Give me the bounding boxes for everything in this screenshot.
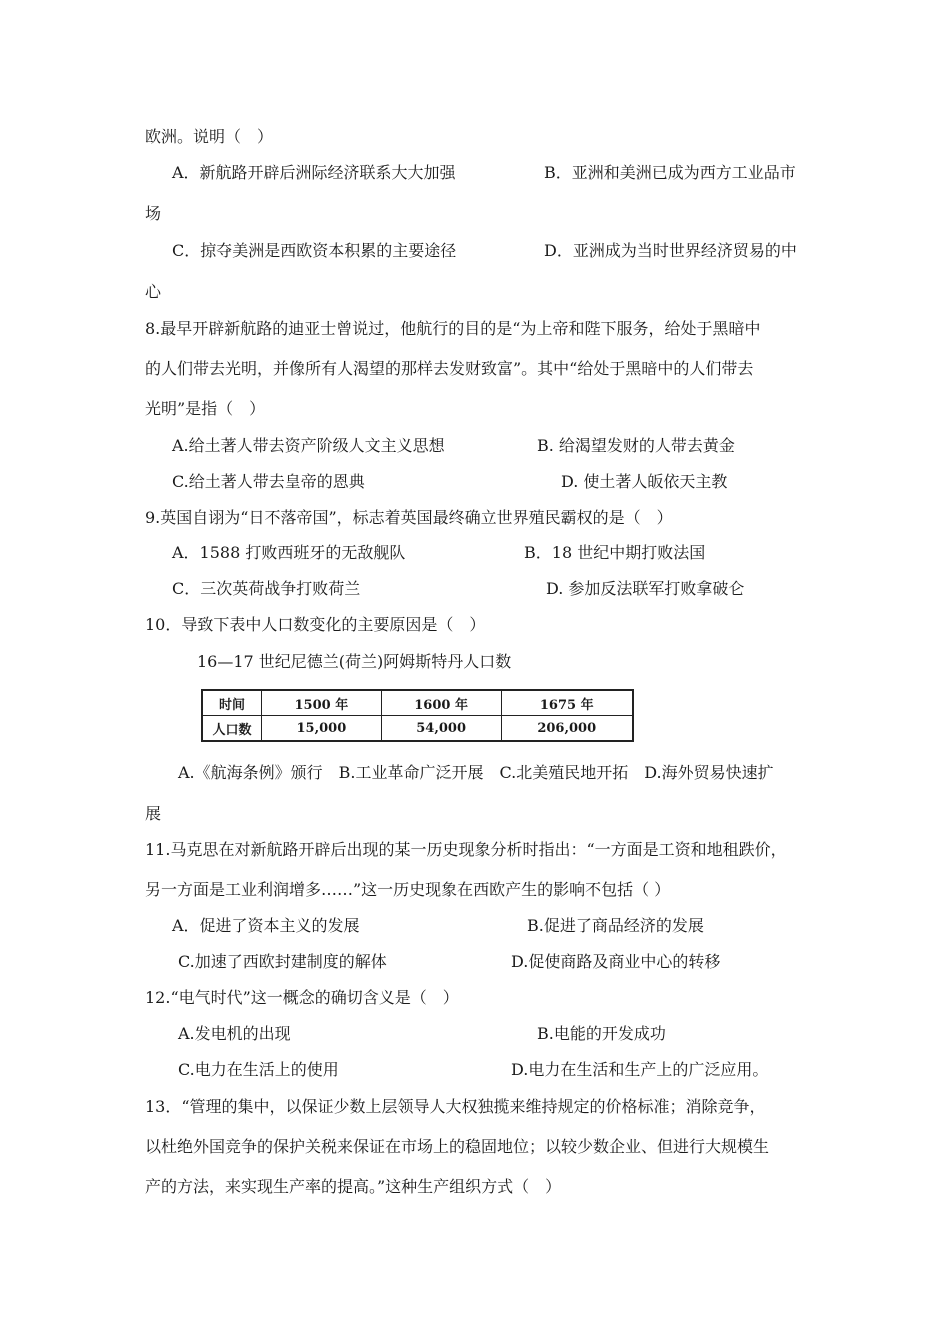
text-line: 心 bbox=[145, 282, 162, 301]
option-a: A.给土著人带去资产阶级人文主义思想 bbox=[172, 436, 445, 455]
option-b: B. 给渴望发财的人带去黄金 bbox=[537, 436, 735, 455]
option-a: A．1588 打败西班牙的无敌舰队 bbox=[172, 543, 406, 562]
question-11: 11.马克思在对新航路开辟后出现的某一历史现象分析时指出：“一方面是工资和地租跌价， bbox=[145, 840, 787, 859]
table-header-cell: 时间 bbox=[202, 690, 262, 716]
question-9: 9.英国自诩为“日不落帝国”，标志着英国最终确立世界殖民霸权的是（ ） bbox=[145, 508, 673, 527]
options-row: A.《航海条例》颁行 B.工业革命广泛开展 C.北美殖民地开拓 D.海外贸易快速扩 bbox=[178, 763, 774, 782]
question-12: 12.“电气时代”这一概念的确切含义是（ ） bbox=[145, 988, 459, 1007]
text-line: 产的方法，来实现生产率的提高。”这种生产组织方式（ ） bbox=[145, 1177, 562, 1196]
option-d: D．亚洲成为当时世界经济贸易的中 bbox=[544, 241, 797, 260]
text-line: 以杜绝外国竞争的保护关税来保证在市场上的稳固地位；以较少数企业、但进行大规模生 bbox=[145, 1137, 770, 1156]
text-line: 欧洲。说明（ ） bbox=[145, 127, 274, 146]
option-a: A．新航路开辟后洲际经济联系大大加强 bbox=[172, 163, 456, 182]
option-b: B．亚洲和美洲已成为西方工业品市 bbox=[544, 163, 796, 182]
option-b: B.电能的开发成功 bbox=[537, 1024, 666, 1043]
option-b: B．18 世纪中期打败法国 bbox=[524, 543, 706, 562]
option-c: C.加速了西欧封建制度的解体 bbox=[178, 952, 387, 971]
option-c: C．掠夺美洲是西欧资本积累的主要途径 bbox=[172, 241, 457, 260]
table-row bbox=[202, 716, 633, 742]
table-header-cell: 人口数 bbox=[202, 716, 262, 742]
text-line: 展 bbox=[145, 804, 162, 823]
text-line: 光明”是指（ ） bbox=[145, 399, 266, 418]
table-cell: 1675 年 bbox=[501, 690, 633, 716]
option-d: D.电力在生活和生产上的广泛应用。 bbox=[511, 1060, 769, 1079]
question-8: 8.最早开辟新航路的迪亚士曾说过，他航行的目的是“为上帝和陛下服务，给处于黑暗中 bbox=[145, 319, 761, 338]
text-line: 的人们带去光明，并像所有人渴望的那样去发财致富”。其中“给处于黑暗中的人们带去 bbox=[145, 359, 754, 378]
question-13: 13．“管理的集中，以保证少数上层领导人大权独揽来维持规定的价格标准；消除竞争， bbox=[145, 1097, 766, 1116]
table-cell: 1500 年 bbox=[262, 690, 382, 716]
option-c: C.给土著人带去皇帝的恩典 bbox=[172, 472, 365, 491]
population-table bbox=[201, 689, 634, 742]
table-cell: 1600 年 bbox=[381, 690, 501, 716]
table-cell: 206,000 bbox=[501, 716, 633, 742]
text-line: 场 bbox=[145, 204, 162, 223]
option-a: A.发电机的出现 bbox=[178, 1024, 291, 1043]
option-d: D. 参加反法联军打败拿破仑 bbox=[546, 579, 745, 598]
option-d: D. 使土著人皈依天主教 bbox=[561, 472, 728, 491]
question-10: 10．导致下表中人口数变化的主要原因是（ ） bbox=[145, 615, 486, 634]
table-caption: 16—17 世纪尼德兰(荷兰)阿姆斯特丹人口数 bbox=[197, 652, 512, 671]
option-a: A．促进了资本主义的发展 bbox=[172, 916, 360, 935]
option-b: B.促进了商品经济的发展 bbox=[527, 916, 704, 935]
table-cell: 54,000 bbox=[381, 716, 501, 742]
option-c: C.电力在生活上的使用 bbox=[178, 1060, 339, 1079]
table-cell: 15,000 bbox=[262, 716, 382, 742]
table-row bbox=[202, 690, 633, 716]
option-c: C．三次英荷战争打败荷兰 bbox=[172, 579, 361, 598]
option-d: D.促使商路及商业中心的转移 bbox=[511, 952, 721, 971]
text-line: 另一方面是工业利润增多……”这一历史现象在西欧产生的影响不包括（ ） bbox=[145, 880, 671, 899]
